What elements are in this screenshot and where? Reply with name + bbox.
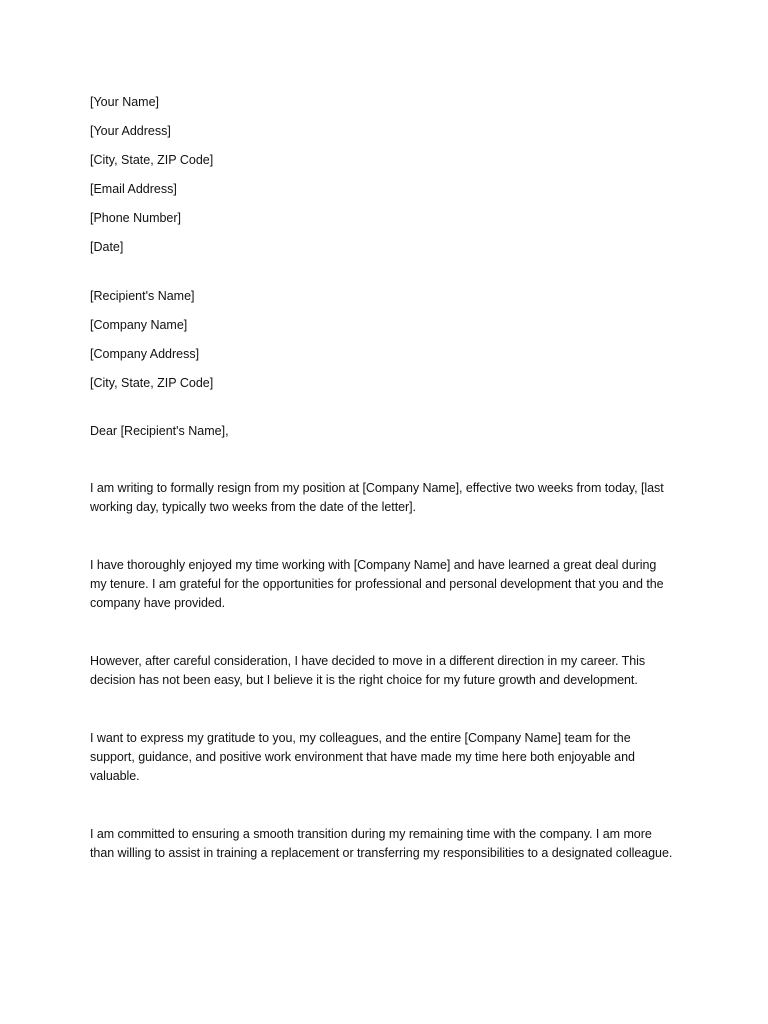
sender-email: [Email Address] — [90, 182, 177, 196]
body-paragraph-3: However, after careful consideration, I have decided to move in a different direction in my career. This decision has not been easy, but I believe it is the right choice for my future growth and development. — [90, 654, 646, 687]
recipient-name: [Recipient's Name] — [90, 289, 195, 303]
body-paragraph-5: I am committed to ensuring a smooth transition during my remaining time with the company. I am more than willing to assist in training a replacement or transferring my responsibilities to a designated colleague. — [90, 827, 673, 860]
sender-city-state-zip: [City, State, ZIP Code] — [90, 153, 214, 167]
sender-name: [Your Name] — [90, 95, 160, 109]
recipient-city-state-zip: [City, State, ZIP Code] — [90, 376, 214, 390]
sender-address: [Your Address] — [90, 124, 171, 138]
body-paragraph-4: I want to express my gratitude to you, my colleagues, and the entire [Company Name] team for the support, guidance, and positive work environment that have made my time here both enjoyable and valuable. — [90, 731, 635, 783]
body-paragraph-2: I have thoroughly enjoyed my time working with [Company Name] and have learned a great deal during my tenure. I am grateful for the opportunities for professional and personal development that you and the company have provided. — [90, 558, 664, 610]
recipient-block — [90, 287, 676, 393]
recipient-company: [Company Name] — [90, 318, 188, 332]
sender-block — [90, 93, 676, 257]
body-paragraph-1: I am writing to formally resign from my position at [Company Name], effective two weeks from today, [last working day, typically two weeks from the date of the letter]. — [90, 481, 664, 514]
recipient-company-address: [Company Address] — [90, 347, 200, 361]
sender-phone: [Phone Number] — [90, 211, 182, 225]
salutation: Dear [Recipient's Name], — [90, 424, 229, 438]
letter-date: [Date] — [90, 240, 124, 254]
